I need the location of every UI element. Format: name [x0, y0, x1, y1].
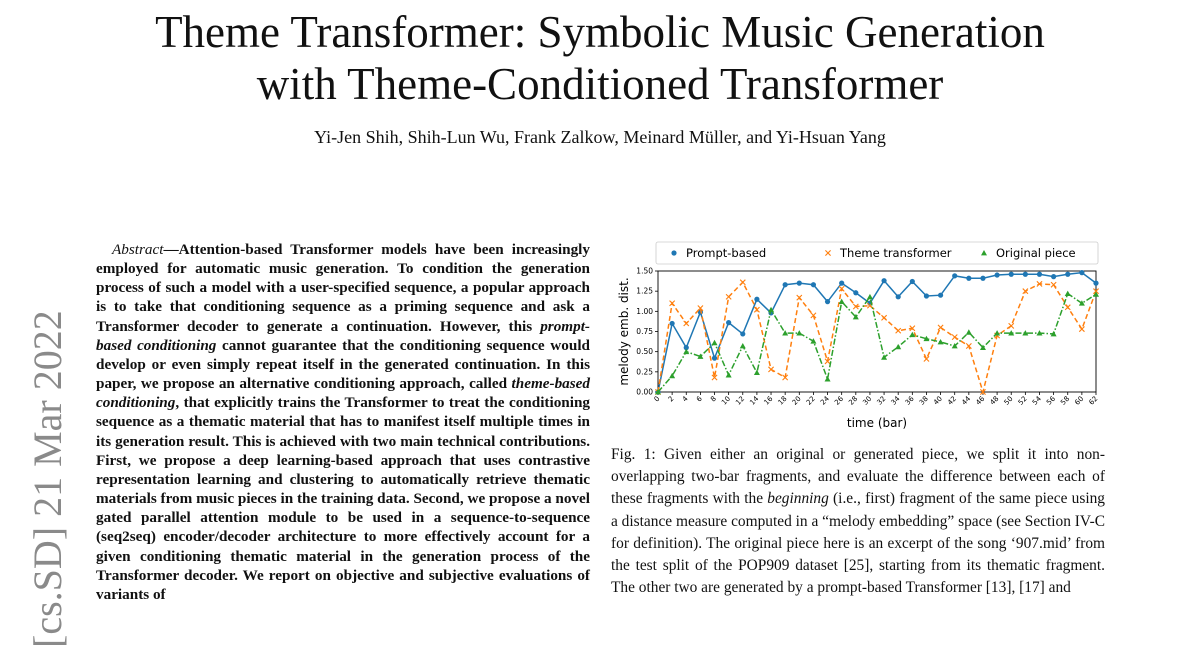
- data-point-theme-transformer: [1051, 282, 1056, 287]
- x-tick-label: 14: [748, 394, 761, 407]
- y-tick-label: 1.50: [636, 266, 653, 276]
- data-point-original-piece: [810, 338, 816, 343]
- title-line-1: Theme Transformer: Symbolic Music Generation: [155, 7, 1045, 57]
- abstract-lead: Abstract: [112, 241, 164, 258]
- x-axis-label: time (bar): [846, 416, 908, 430]
- data-point-prompt-based: [1093, 281, 1098, 286]
- data-point-theme-transformer: [1065, 305, 1070, 310]
- data-point-theme-transformer: [740, 280, 745, 285]
- data-point-prompt-based: [980, 276, 985, 281]
- x-tick-label: 8: [709, 394, 718, 404]
- x-tick-label: 16: [762, 394, 775, 407]
- data-point-theme-transformer: [896, 328, 901, 333]
- data-point-prompt-based: [1065, 272, 1070, 277]
- data-point-theme-transformer: [726, 294, 731, 299]
- data-point-prompt-based: [896, 294, 901, 299]
- x-tick-label: 20: [790, 394, 803, 407]
- data-point-original-piece: [726, 372, 732, 377]
- caption-emphasis: beginning: [767, 490, 829, 508]
- abstract-emphasis-1: prompt-based conditioning: [96, 317, 590, 354]
- data-point-prompt-based: [839, 281, 844, 286]
- data-point-original-piece: [712, 340, 718, 345]
- data-point-prompt-based: [966, 276, 971, 281]
- x-tick-label: 2: [666, 394, 676, 404]
- series-line-theme-transformer: [658, 282, 1096, 392]
- data-point-prompt-based: [783, 282, 788, 287]
- data-point-prompt-based: [853, 290, 858, 295]
- legend-label-prompt-based: Prompt-based: [686, 246, 767, 260]
- data-point-original-piece: [1065, 291, 1071, 296]
- x-tick-label: 24: [818, 394, 831, 407]
- data-point-prompt-based: [952, 273, 957, 278]
- data-point-prompt-based: [825, 299, 830, 304]
- data-point-prompt-based: [1009, 272, 1014, 277]
- author-list: Yi-Jen Shih, Shih-Lun Wu, Frank Zalkow, Meinard Müller, and Yi-Hsuan Yang: [314, 127, 886, 147]
- plot-frame: [658, 271, 1096, 392]
- x-tick-label: 50: [1002, 394, 1015, 407]
- abstract: [96, 240, 590, 604]
- data-point-original-piece: [683, 349, 689, 354]
- legend-marker-prompt-based: [671, 250, 676, 255]
- caption-text-1: Fig. 1: Given either an original or generated piece, we split it into non-overlapping two-bar fragments, and evaluate the difference between each of these fragments with the: [611, 446, 1105, 508]
- data-point-prompt-based: [797, 281, 802, 286]
- data-point-prompt-based: [994, 272, 999, 277]
- data-point-original-piece: [782, 330, 788, 335]
- y-tick-label: 1.25: [636, 286, 653, 296]
- paper-title: [0, 6, 1200, 110]
- figure-1: [606, 238, 1102, 430]
- data-point-prompt-based: [712, 356, 717, 361]
- x-tick-label: 46: [974, 394, 987, 407]
- data-point-theme-transformer: [1009, 323, 1014, 328]
- data-point-theme-transformer: [768, 367, 773, 372]
- data-point-original-piece: [825, 376, 831, 381]
- data-point-original-piece: [867, 294, 873, 299]
- x-tick-label: 56: [1045, 394, 1058, 407]
- x-tick-label: 6: [694, 394, 704, 404]
- x-tick-label: 28: [847, 394, 860, 407]
- x-tick-label: 44: [960, 394, 973, 407]
- x-tick-label: 34: [889, 394, 902, 407]
- data-point-prompt-based: [881, 278, 886, 283]
- data-point-prompt-based: [1079, 270, 1084, 275]
- abstract-text-2: cannot guarantee that the conditioning sequence would develop or even simply repeat itself in the generated continuation. In this paper, we propose an alternative conditioning approach, called: [96, 336, 590, 393]
- data-point-prompt-based: [1023, 272, 1028, 277]
- x-tick-label: 38: [917, 394, 930, 407]
- data-point-prompt-based: [726, 320, 731, 325]
- x-tick-label: 30: [861, 394, 874, 407]
- data-point-original-piece: [895, 344, 901, 349]
- x-tick-label: 62: [1087, 394, 1100, 407]
- data-point-theme-transformer: [881, 315, 886, 320]
- data-point-theme-transformer: [684, 321, 689, 326]
- data-point-theme-transformer: [1079, 326, 1084, 331]
- abstract-emphasis-2: theme-based conditioning: [96, 375, 590, 412]
- x-tick-label: 22: [804, 394, 817, 407]
- y-tick-label: 0.50: [636, 347, 653, 357]
- data-point-original-piece: [796, 330, 802, 335]
- data-point-original-piece: [938, 339, 944, 344]
- x-tick-label: 40: [932, 394, 944, 407]
- data-point-prompt-based: [938, 293, 943, 298]
- data-point-prompt-based: [754, 297, 759, 302]
- x-tick-label: 60: [1073, 394, 1086, 407]
- series-line-original-piece: [658, 294, 1096, 392]
- x-tick-label: 54: [1030, 394, 1043, 407]
- x-tick-label: 52: [1016, 394, 1029, 407]
- x-tick-label: 32: [875, 394, 888, 407]
- x-tick-label: 12: [734, 394, 747, 407]
- data-point-prompt-based: [910, 279, 915, 284]
- abstract-text-1: —Attention-based Transformer models have been increasingly employed for automatic music generation. To condition the generation process of such a model with a user-specified sequence, a popular approach is to take that conditioning sequence as a priming sequence and ask a Transformer decoder to generate a continuation. However, this: [96, 241, 590, 335]
- data-point-original-piece: [1093, 291, 1099, 296]
- data-point-prompt-based: [924, 293, 929, 298]
- caption-text-2: (i.e., first) fragment of the same piece using a distance measure computed in a “melody embedding” space (see Section IV-C for definition). The original piece here is an excerpt of the song ‘907.mid’ from the test split of the POP909 dataset [25], starting from its thematic fragment. The other two are generated by a prompt-based Transformer [13], [17] and: [611, 490, 1105, 597]
- x-tick-label: 10: [720, 394, 733, 407]
- x-tick-label: 36: [903, 394, 916, 407]
- data-point-original-piece: [966, 329, 972, 334]
- x-tick-label: 42: [946, 394, 959, 407]
- series-line-prompt-based: [658, 273, 1096, 392]
- abstract-text-3: , that explicitly trains the Transformer to treat the conditioning sequence as a thematic material that has to manifest itself multiple times in its generation result. This is achieved with two main technical contributions. First, we propose a deep learning-based approach that uses contrastive representation learning and clustering to automatically retrieve thematic materials from music pieces in the training data. Second, we propose a novel gated parallel attention module to be used in a sequence-to-sequence (seq2seq) encoder/decoder architecture to more effectively account for a given conditioning thematic material in the generation process of the Transformer decoder. We report on objective and subjective evaluations of variants of: [96, 394, 590, 603]
- legend-label-theme-transformer: Theme transformer: [840, 246, 952, 260]
- data-point-prompt-based: [1037, 272, 1042, 277]
- data-point-original-piece: [754, 370, 760, 375]
- data-point-original-piece: [839, 299, 845, 304]
- data-point-prompt-based: [811, 282, 816, 287]
- data-point-theme-transformer: [938, 325, 943, 330]
- arxiv-stamp: [cs.SD] 21 Mar 2022: [25, 310, 70, 648]
- data-point-theme-transformer: [952, 335, 957, 340]
- x-tick-label: 26: [833, 394, 846, 407]
- y-tick-label: 1.00: [636, 306, 653, 316]
- data-point-prompt-based: [740, 331, 745, 336]
- data-point-prompt-based: [670, 321, 675, 326]
- data-point-prompt-based: [1051, 274, 1056, 279]
- x-tick-label: 48: [988, 394, 1001, 407]
- data-point-theme-transformer: [924, 356, 929, 361]
- melody-distance-chart: [606, 238, 1102, 430]
- figure-caption: [611, 444, 1105, 599]
- y-tick-label: 0.75: [636, 327, 653, 336]
- y-tick-label: 0.25: [636, 367, 653, 377]
- y-axis-label: melody emb. dist.: [617, 277, 631, 386]
- legend-label-original-piece: Original piece: [996, 246, 1076, 260]
- y-tick-label: 0.00: [636, 387, 653, 397]
- data-point-original-piece: [740, 343, 746, 348]
- x-tick-label: 58: [1059, 394, 1072, 407]
- x-tick-label: 0: [652, 394, 662, 404]
- x-tick-label: 18: [776, 394, 789, 407]
- x-tick-label: 4: [680, 394, 690, 404]
- title-line-2: with Theme-Conditioned Transformer: [256, 59, 944, 109]
